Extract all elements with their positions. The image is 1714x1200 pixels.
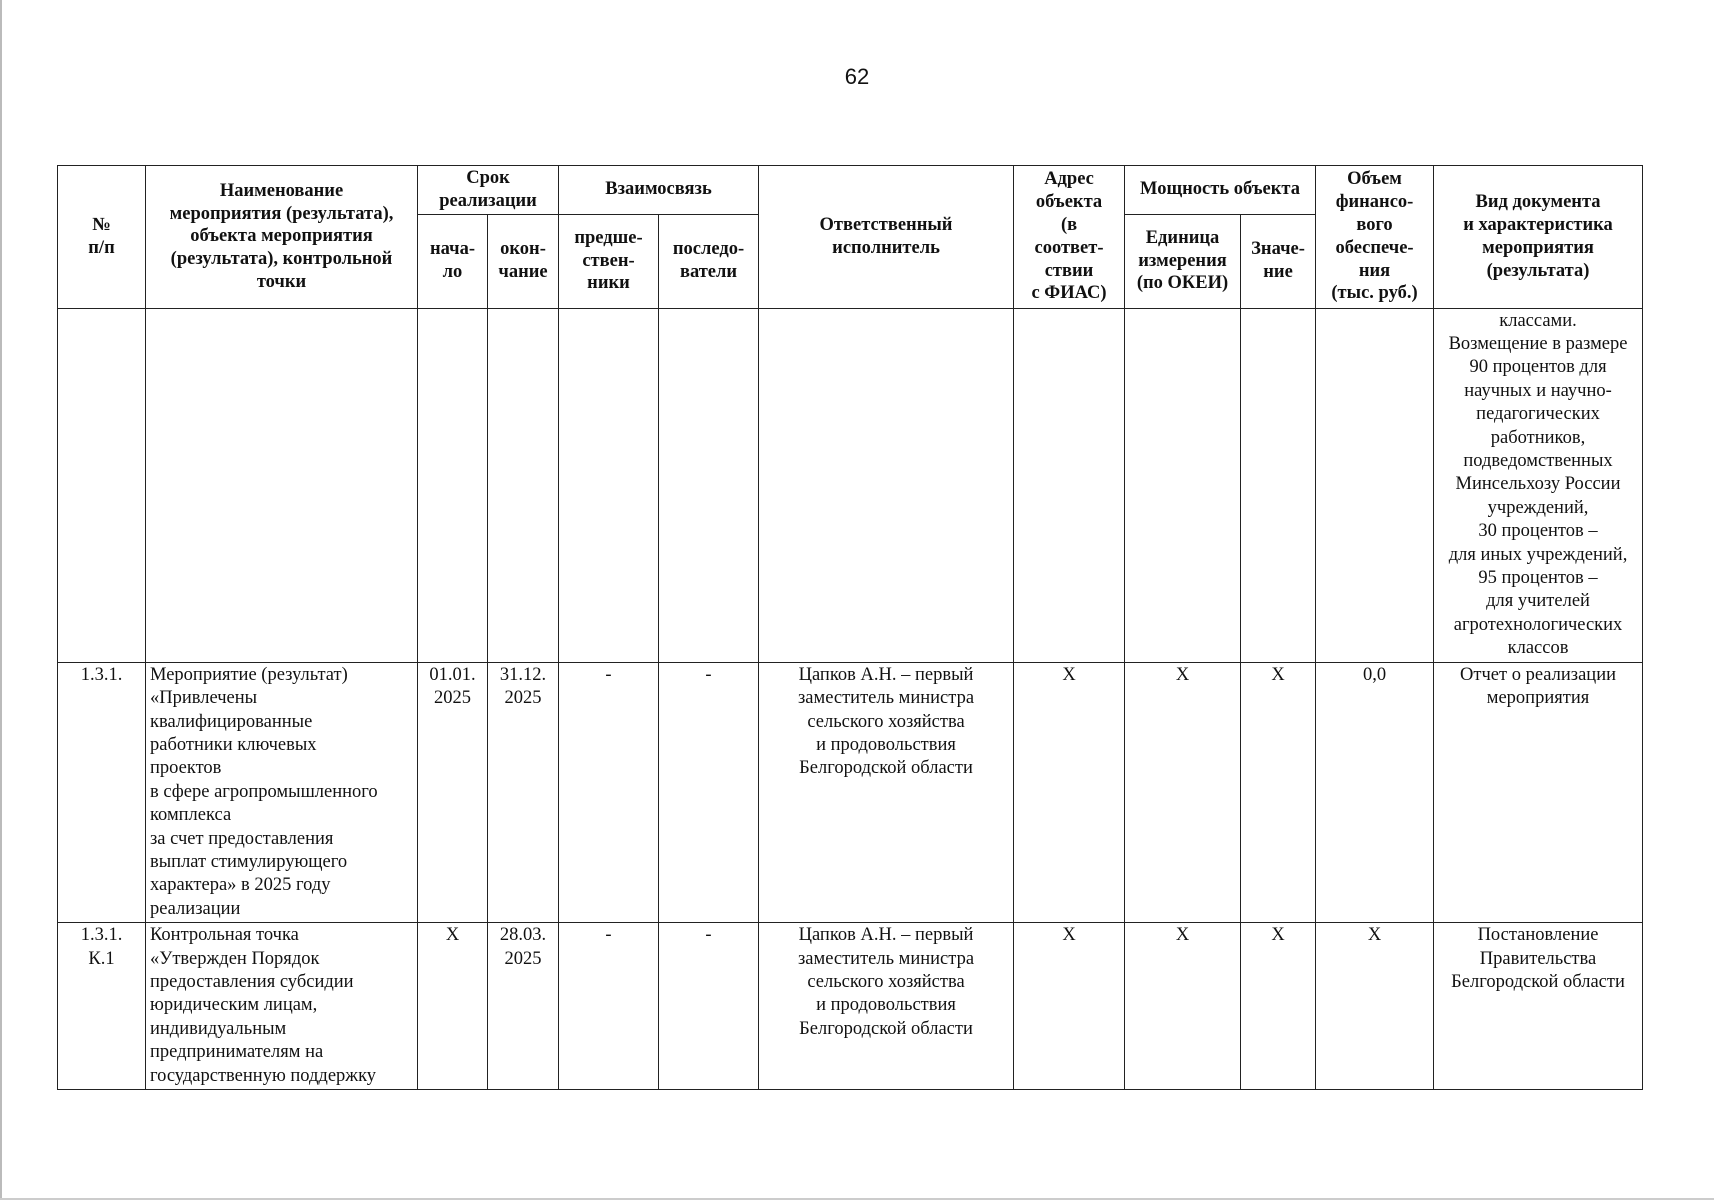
header-relation-prev: предше- ствен- ники xyxy=(559,214,659,308)
cell-next: - xyxy=(659,923,759,1090)
table-header xyxy=(58,166,1643,309)
cell-prev: - xyxy=(559,662,659,922)
header-capacity-unit: Единица измерения (по ОКЕИ) xyxy=(1125,214,1241,308)
cell-address: X xyxy=(1014,662,1125,922)
header-relation: Взаимосвязь xyxy=(559,166,759,215)
cell-num: 1.3.1. К.1 xyxy=(58,923,146,1090)
cell-doc: классами. Возмещение в размере 90 процентов для научных и научно- педагогических работников, подведомственных Минсельхозу России учреждений, 30 процентов – для иных учреждений, 95 процентов – для учителей агротехнологических классов xyxy=(1434,308,1643,662)
cell-prev xyxy=(559,308,659,662)
cell-next: - xyxy=(659,662,759,922)
cell-name: Контрольная точка «Утвержден Порядок предоставления субсидии юридическим лицам, индивидуальным предпринимателям на государственную поддержку xyxy=(146,923,418,1090)
header-term: Срок реализации xyxy=(418,166,559,215)
header-financing: Объем финансо- вого обеспече- ния (тыс. руб.) xyxy=(1316,166,1434,309)
cell-responsible: Цапков А.Н. – первый заместитель министра сельского хозяйства и продовольствия Белгородской области xyxy=(759,662,1014,922)
cell-financing: X xyxy=(1316,923,1434,1090)
header-capacity-value: Значе- ние xyxy=(1241,214,1316,308)
cell-name: Мероприятие (результат) «Привлечены квалифицированные работники ключевых проектов в сфере агропромышленного комплекса за счет предоставления выплат стимулирующего характера» в 2025 году реализации xyxy=(146,662,418,922)
cell-end xyxy=(488,308,559,662)
header-term-end: окон- чание xyxy=(488,214,559,308)
header-address: Адрес объекта (в соответ- ствии с ФИАС) xyxy=(1014,166,1125,309)
cell-doc: Постановление Правительства Белгородской области xyxy=(1434,923,1643,1090)
cell-name xyxy=(146,308,418,662)
table-row xyxy=(58,308,1643,662)
cell-financing: 0,0 xyxy=(1316,662,1434,922)
cell-address: X xyxy=(1014,923,1125,1090)
cell-value: X xyxy=(1241,923,1316,1090)
page-number: 62 xyxy=(844,64,870,89)
cell-doc: Отчет о реализации мероприятия xyxy=(1434,662,1643,922)
cell-num xyxy=(58,308,146,662)
cell-unit xyxy=(1125,308,1241,662)
cell-end: 31.12. 2025 xyxy=(488,662,559,922)
cell-start: X xyxy=(418,923,488,1090)
cell-financing xyxy=(1316,308,1434,662)
header-responsible: Ответственный исполнитель xyxy=(759,166,1014,309)
cell-start xyxy=(418,308,488,662)
cell-value: X xyxy=(1241,662,1316,922)
header-name: Наименование мероприятия (результата), объекта мероприятия (результата), контрольной точки xyxy=(146,166,418,309)
header-term-start: нача- ло xyxy=(418,214,488,308)
cell-end: 28.03. 2025 xyxy=(488,923,559,1090)
cell-responsible xyxy=(759,308,1014,662)
header-relation-next: последо- ватели xyxy=(659,214,759,308)
cell-start: 01.01. 2025 xyxy=(418,662,488,922)
cell-address xyxy=(1014,308,1125,662)
scan-edge xyxy=(0,0,2,1200)
cell-next xyxy=(659,308,759,662)
cell-responsible: Цапков А.Н. – первый заместитель министра сельского хозяйства и продовольствия Белгородской области xyxy=(759,923,1014,1090)
table-row xyxy=(58,662,1643,922)
plan-table xyxy=(57,165,1643,1090)
header-capacity: Мощность объекта xyxy=(1125,166,1316,215)
cell-unit: X xyxy=(1125,923,1241,1090)
header-doc-type: Вид документа и характеристика мероприятия (результата) xyxy=(1434,166,1643,309)
header-num: № п/п xyxy=(58,166,146,309)
table-row xyxy=(58,923,1643,1090)
cell-unit: X xyxy=(1125,662,1241,922)
cell-num: 1.3.1. xyxy=(58,662,146,922)
cell-value xyxy=(1241,308,1316,662)
cell-prev: - xyxy=(559,923,659,1090)
